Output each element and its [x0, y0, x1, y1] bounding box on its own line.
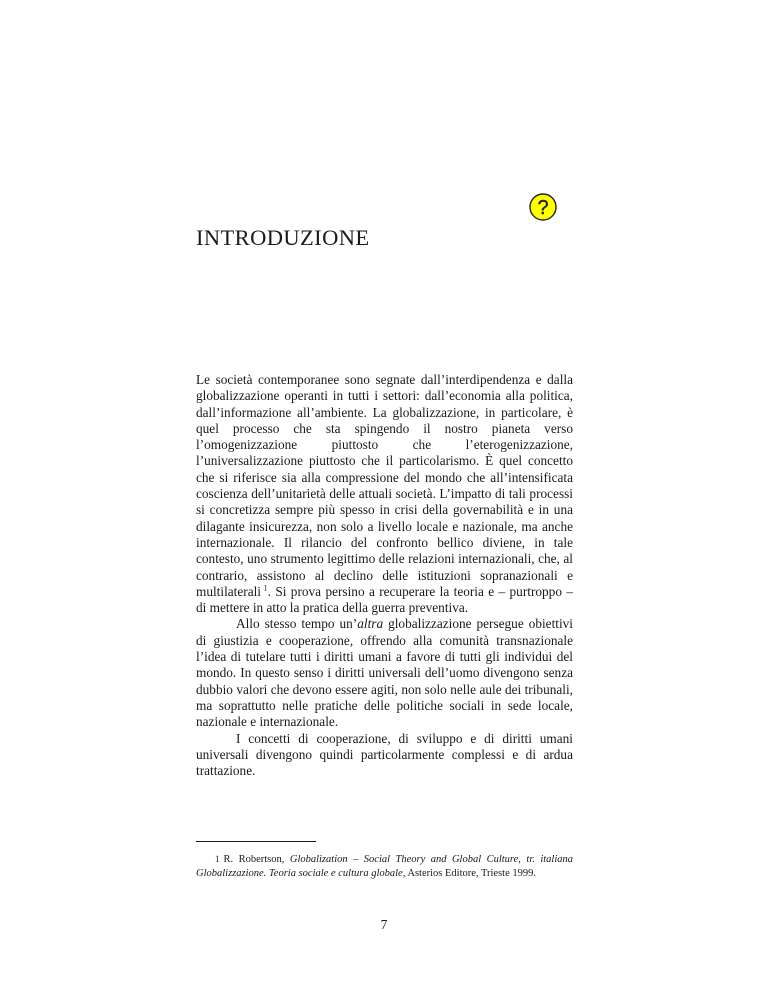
footnote-title-it: Globalizzazione. Teoria sociale e cultura globale: [196, 867, 403, 879]
paragraph-3: I concetti di cooperazione, di sviluppo e di diritti umani universali divengono quindi particolarmente complessi e di ardua trattazione.: [196, 730, 573, 779]
footnote-reference: 1: [263, 583, 268, 593]
body-text: [196, 372, 573, 779]
footnote-translation-label: tr. italiana: [526, 854, 574, 865]
help-icon-glyph: ?: [537, 197, 549, 219]
chapter-title: INTRODUZIONE: [196, 225, 370, 250]
footnote-separator: ,: [518, 854, 527, 865]
paragraph-1-text-cont: . Si prova persino a recuperare la teoria e – purtroppo – di mettere in atto la pratica della guerra preventiva.: [196, 583, 573, 616]
page-number: 7: [380, 917, 388, 932]
footnote-divider: [196, 841, 316, 842]
footnote-title-en: Globalization – Social Theory and Global Culture: [289, 854, 519, 865]
footnote-number: 1: [215, 854, 220, 864]
footnote-publisher: , Asterios Editore, Trieste 1999.: [402, 867, 536, 879]
paragraph-1: [196, 372, 573, 616]
paragraph-2: [196, 616, 573, 730]
footnote-author: R. Robertson,: [223, 854, 290, 865]
help-icon[interactable]: [528, 192, 558, 222]
paragraph-1-text: Le società contemporanee sono segnate dall’interdipendenza e dalla globalizzazione operanti in tutti i settori: dall’economia alla politica, dall’informazione all’ambiente. La globalizzazione, in particolare, è quel processo che sta spingendo il nostro pianeta verso l’omogenizzazione piuttosto che l’eterogenizzazione, l’universalizzazione piuttosto che il particolarismo. È quel concetto che si riferisce sia alla compressione del mondo che all’intensificata coscienza dell’unitarietà delle attuali società. L’impatto di tali processi si concretizza sempre più spesso in crisi della governabilità e in una dilagante insicurezza, non solo a livello locale e nazionale, ma anche internazionale. Il rilancio del confronto bellico diviene, in tale contesto, uno strumento legittimo delle relazioni internazionali, che, al contrario, assistono al declino delle istituzioni sopranazionali e multilaterali: [196, 372, 573, 599]
paragraph-2-emphasis: altra: [357, 616, 384, 632]
footnote: [196, 853, 573, 880]
paragraph-2-lead: Allo stesso tempo un’: [236, 616, 358, 632]
paragraph-2-rest: globalizzazione persegue obiettivi di giustizia e cooperazione, offrendo alla comunità transnazionale l’idea di tutelare tutti i diritti umani a favore di tutti gli individui del mondo. In questo senso i diritti universali dell’uomo divengono senza dubbio valori che devono essere agiti, non solo nelle aule dei tribunali, ma soprattutto nelle pratiche delle politiche sociali in sede locale, nazionale e internazionale.: [196, 616, 573, 730]
